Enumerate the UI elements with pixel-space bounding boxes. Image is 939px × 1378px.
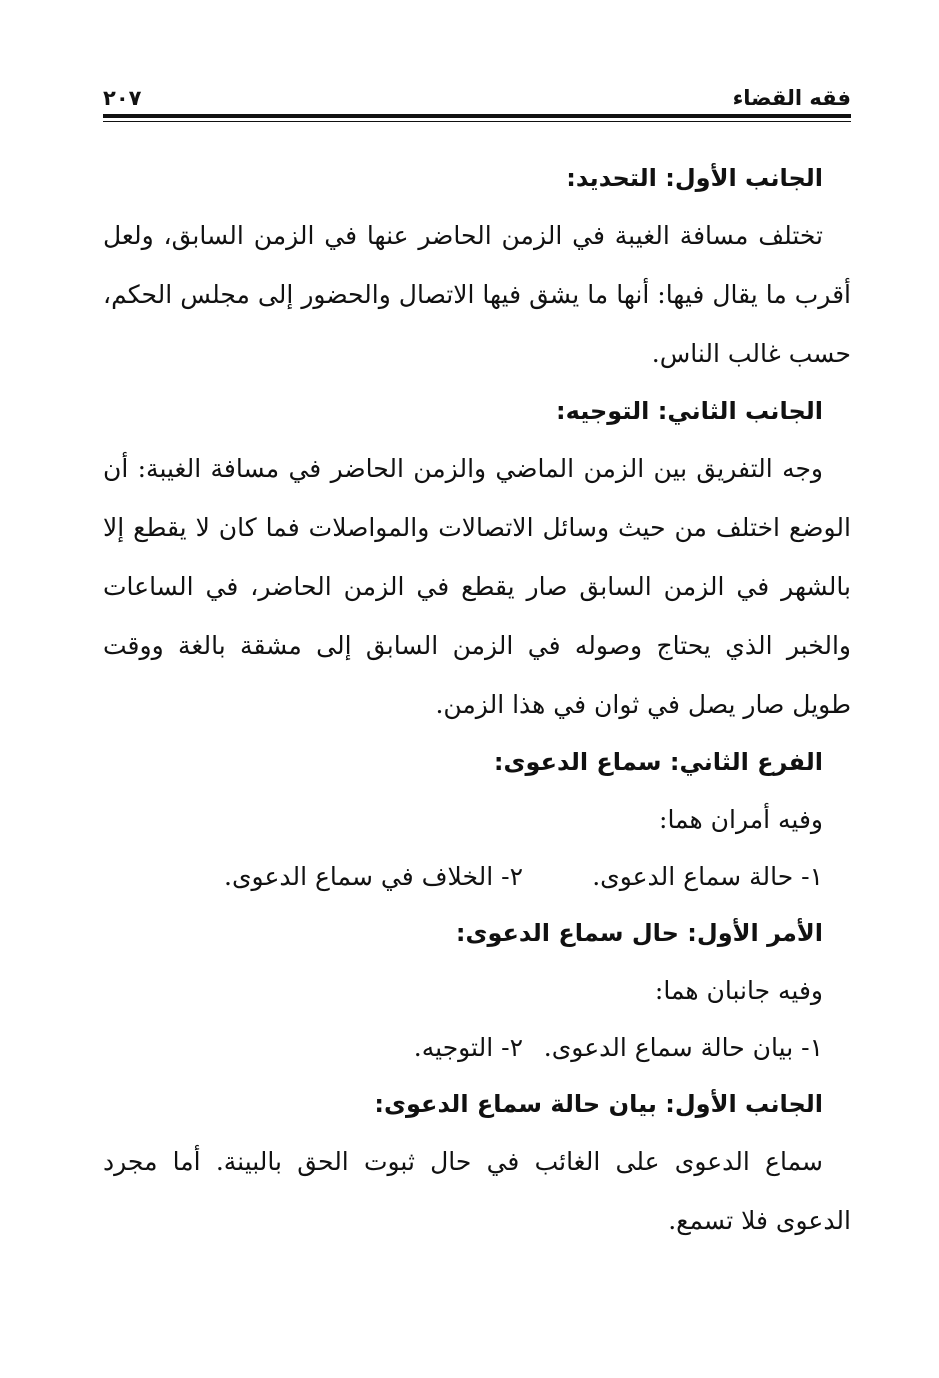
header-rule	[103, 114, 851, 118]
list-item: ٢- التوجيه.	[413, 1033, 523, 1062]
list-item: ٢- الخلاف في سماع الدعوى.	[224, 862, 523, 891]
section-heading-definition: الجانب الأول: التحديد:	[566, 164, 823, 192]
branch-heading-hearing: الفرع الثاني: سماع الدعوى:	[493, 748, 823, 776]
list-item: ١- حالة سماع الدعوى.	[592, 862, 823, 891]
list-item: ١- بيان حالة سماع الدعوى.	[543, 1033, 823, 1062]
paragraph-justification: وجه التفريق بين الزمن الماضي والزمن الحاضر في مسافة الغيبة: أن الوضع اختلف من حيث وسائل الاتصالات والمواصلات فما كان لا يقطع إلا بالشهر في الزمن السابق صار يقطع في الزمن الحاضر، في الساعات والخبر الذي يحتاج وصوله في الزمن السابق إلى مشقة بالغة ووقت طويل صار يصل في ثوان في هذا الزمن.	[103, 454, 851, 719]
paragraph-state: سماع الدعوى على الغائب في حال ثبوت الحق بالبينة. أما مجرد الدعوى فلا تسمع.	[103, 1147, 851, 1235]
page-number: ٢٠٧	[103, 86, 142, 110]
matters-list	[103, 849, 851, 905]
paragraph-two-aspects: وفيه جانبان هما:	[654, 976, 823, 1005]
matter-heading-first: الأمر الأول: حال سماع الدعوى:	[455, 919, 823, 947]
book-title: فقه القضاء	[732, 86, 851, 110]
section-heading-justification: الجانب الثاني: التوجيه:	[556, 397, 823, 425]
page-body	[103, 150, 851, 1250]
paragraph-two-matters: وفيه أمران هما:	[659, 805, 823, 834]
paragraph-definition: تختلف مسافة الغيبة في الزمن الحاضر عنها في الزمن السابق، ولعل أقرب ما يقال فيها: أنها ما يشق فيها الاتصال والحضور إلى مجلس الحكم، حسب غالب الناس.	[103, 221, 851, 368]
running-header	[103, 80, 851, 110]
section-heading-state: الجانب الأول: بيان حالة سماع الدعوى:	[374, 1090, 823, 1118]
aspects-list	[103, 1020, 851, 1076]
header-rule-thin	[103, 121, 851, 122]
